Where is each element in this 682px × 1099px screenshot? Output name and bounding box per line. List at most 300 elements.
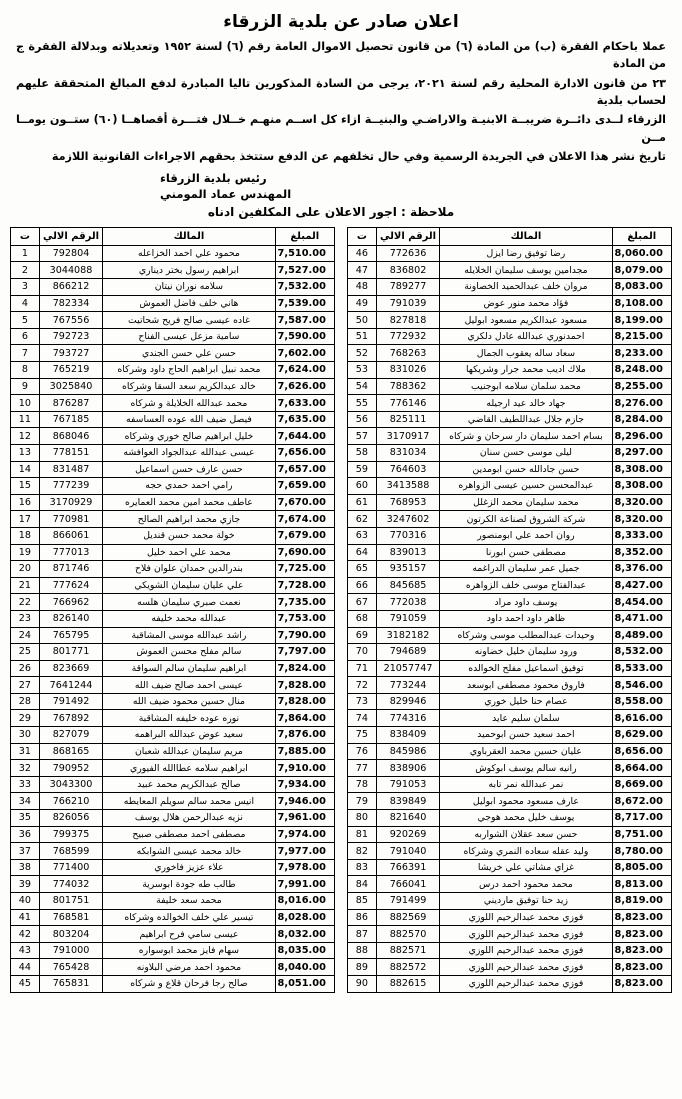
table-row: [348, 378, 672, 395]
owners-table-right: [10, 227, 335, 993]
cell-index: 70: [348, 644, 377, 661]
cell-index: 57: [348, 428, 377, 445]
cell-id: 836802: [376, 262, 440, 279]
cell-index: 23: [11, 610, 40, 627]
cell-index: 32: [11, 760, 40, 777]
cell-id: 778151: [39, 444, 103, 461]
cell-id: 839849: [376, 793, 440, 810]
table-row: [11, 610, 335, 627]
table-row: [348, 710, 672, 727]
cell-owner: نمر عبدالله نمر تابه: [440, 776, 612, 793]
table-row: [348, 345, 672, 362]
cell-index: 29: [11, 710, 40, 727]
cell-id: 920269: [376, 826, 440, 843]
cell-amount: 8,823.00: [612, 942, 671, 959]
table-row: [11, 428, 335, 445]
cell-amount: 8,454.00: [612, 594, 671, 611]
cell-index: 20: [11, 561, 40, 578]
cell-id: 791040: [376, 843, 440, 860]
cell-owner: جازم جلال عبداللطيف القاضي: [440, 411, 612, 428]
cell-index: 30: [11, 727, 40, 744]
cell-index: 64: [348, 544, 377, 561]
cell-id: 7641244: [39, 677, 103, 694]
cell-amount: 7,602.00: [275, 345, 334, 362]
cell-id: 768581: [39, 909, 103, 926]
cell-id: 827818: [376, 312, 440, 329]
cell-id: 767892: [39, 710, 103, 727]
cell-amount: 8,376.00: [612, 561, 671, 578]
cell-owner: احمدنوري عبدالله عادل دلكري: [440, 328, 612, 345]
table-row: [11, 710, 335, 727]
cell-amount: 7,725.00: [275, 561, 334, 578]
cell-owner: يوسف خليل محمد هوجي: [440, 810, 612, 827]
cell-id: 3170917: [376, 428, 440, 445]
table-row: [11, 594, 335, 611]
cell-amount: 8,276.00: [612, 395, 671, 412]
cell-index: 22: [11, 594, 40, 611]
table-row: [348, 594, 672, 611]
table-row: [348, 494, 672, 511]
cell-owner: سلمان سليم عايد: [440, 710, 612, 727]
cell-amount: 8,255.00: [612, 378, 671, 395]
table-row: [11, 826, 335, 843]
cell-index: 60: [348, 478, 377, 495]
cell-id: 767556: [39, 312, 103, 329]
cell-index: 13: [11, 444, 40, 461]
table-row: [348, 511, 672, 528]
cell-amount: 8,751.00: [612, 826, 671, 843]
table-row: [11, 909, 335, 926]
table-row: [11, 362, 335, 379]
cell-amount: 7,978.00: [275, 859, 334, 876]
table-row: [348, 245, 672, 262]
cell-index: 52: [348, 345, 377, 362]
cell-amount: 7,910.00: [275, 760, 334, 777]
cell-id: 766391: [376, 859, 440, 876]
table-row: [348, 793, 672, 810]
cell-owner: خليل ابراهيم صالح خوري وشركاه: [103, 428, 275, 445]
table-row: [348, 478, 672, 495]
cell-index: 6: [11, 328, 40, 345]
cell-index: 82: [348, 843, 377, 860]
cell-amount: 8,717.00: [612, 810, 671, 827]
cell-index: 31: [11, 743, 40, 760]
cell-amount: 7,728.00: [275, 577, 334, 594]
cell-id: 826056: [39, 810, 103, 827]
cell-owner: جميل عمر سليمان الدراغمه: [440, 561, 612, 578]
table-row: [348, 810, 672, 827]
cell-amount: 8,108.00: [612, 295, 671, 312]
cell-index: 37: [11, 843, 40, 860]
table-row: [348, 876, 672, 893]
table-row: [348, 527, 672, 544]
cell-owner: فوزي محمد عبدالرحيم اللوزي: [440, 926, 612, 943]
cell-id: 868165: [39, 743, 103, 760]
cell-amount: 8,035.00: [275, 942, 334, 959]
cell-id: 790952: [39, 760, 103, 777]
cell-owner: مصطفى احمد مصطفى صبيح: [103, 826, 275, 843]
cell-index: 50: [348, 312, 377, 329]
cell-id: 831026: [376, 362, 440, 379]
cell-owner: علي عليان سليمان الشويكي: [103, 577, 275, 594]
cell-amount: 8,248.00: [612, 362, 671, 379]
table-row: [11, 279, 335, 296]
cell-amount: 8,819.00: [612, 893, 671, 910]
cell-amount: 7,679.00: [275, 527, 334, 544]
cell-index: 27: [11, 677, 40, 694]
table-row: [11, 693, 335, 710]
cell-amount: 7,527.00: [275, 262, 334, 279]
cell-index: 69: [348, 627, 377, 644]
cell-id: 793727: [39, 345, 103, 362]
table-row: [11, 743, 335, 760]
cell-owner: ابراهيم سليمان سالم السواقة: [103, 660, 275, 677]
cell-id: 845986: [376, 743, 440, 760]
cell-id: 866212: [39, 279, 103, 296]
cell-index: 16: [11, 494, 40, 511]
table-row: [348, 395, 672, 412]
cell-amount: 8,823.00: [612, 909, 671, 926]
table-row: [348, 776, 672, 793]
cell-owner: مصطفى حسن ابورنا: [440, 544, 612, 561]
cell-amount: 7,590.00: [275, 328, 334, 345]
cell-amount: 7,974.00: [275, 826, 334, 843]
signature-name: المهندس عماد المومني: [160, 187, 292, 202]
table-row: [11, 859, 335, 876]
cell-id: 791492: [39, 693, 103, 710]
table-row: [11, 760, 335, 777]
cell-amount: 8,079.00: [612, 262, 671, 279]
table-row: [348, 577, 672, 594]
cell-owner: عبدالله محمد خليفه: [103, 610, 275, 627]
cell-id: 777239: [39, 478, 103, 495]
cell-index: 87: [348, 926, 377, 943]
cell-index: 67: [348, 594, 377, 611]
cell-owner: نزيه عبدالرحمن هلال يوسف: [103, 810, 275, 827]
cell-index: 40: [11, 893, 40, 910]
cell-id: 801751: [39, 893, 103, 910]
cell-id: 788362: [376, 378, 440, 395]
table-row: [348, 926, 672, 943]
cell-amount: 7,587.00: [275, 312, 334, 329]
announcement-body: [10, 38, 672, 166]
cell-owner: خولة محمد حسن قنديل: [103, 527, 275, 544]
cell-id: 3043300: [39, 776, 103, 793]
cell-owner: ابراهيم رسول بختر ديناري: [103, 262, 275, 279]
cell-owner: محمد نبيل ابراهيم الحاج داود وشركاه: [103, 362, 275, 379]
cell-owner: محمود احمد مرضي البلاونه: [103, 959, 275, 976]
cell-owner: محمد عبدالله الخلايلة و شركاه: [103, 395, 275, 412]
cell-id: 766962: [39, 594, 103, 611]
cell-amount: 8,296.00: [612, 428, 671, 445]
cell-index: 8: [11, 362, 40, 379]
cell-owner: حسن جادالله حسن ابومدين: [440, 461, 612, 478]
cell-id: 777624: [39, 577, 103, 594]
cell-id: 791039: [376, 295, 440, 312]
cell-owner: فوزي محمد عبدالرحيم اللوزي: [440, 959, 612, 976]
cell-index: 10: [11, 395, 40, 412]
cell-id: 773244: [376, 677, 440, 694]
cell-owner: بسام احمد سليمان دار سرحان و شركاه: [440, 428, 612, 445]
cell-owner: عيسى عبدالله عبدالجواد العوافشه: [103, 444, 275, 461]
cell-index: 17: [11, 511, 40, 528]
cell-amount: 8,471.00: [612, 610, 671, 627]
cell-owner: شركة الشروق لصناعة الكرتون: [440, 511, 612, 528]
cell-amount: 8,215.00: [612, 328, 671, 345]
cell-amount: 8,780.00: [612, 843, 671, 860]
table-row: [11, 627, 335, 644]
cell-owner: عيسى احمد صالح ضيف الله: [103, 677, 275, 694]
cell-amount: 8,320.00: [612, 511, 671, 528]
cell-index: 28: [11, 693, 40, 710]
announcement-note: ملاحظة : اجور الاعلان على المكلفين ادناه: [207, 204, 455, 219]
cell-owner: زيد حنا توفيق مارديني: [440, 893, 612, 910]
cell-index: 2: [11, 262, 40, 279]
cell-id: 771400: [39, 859, 103, 876]
cell-id: 767185: [39, 411, 103, 428]
column-header-index: ت: [348, 227, 377, 245]
cell-index: 43: [11, 942, 40, 959]
cell-id: 770981: [39, 511, 103, 528]
cell-amount: 7,991.00: [275, 876, 334, 893]
table-row: [348, 295, 672, 312]
cell-owner: ملاك اديب محمد جرار وشريكها: [440, 362, 612, 379]
cell-id: 782334: [39, 295, 103, 312]
cell-amount: 7,670.00: [275, 494, 334, 511]
cell-amount: 8,813.00: [612, 876, 671, 893]
cell-owner: يوسف داود مراد: [440, 594, 612, 611]
cell-owner: خالد محمد عيسى الشوابكه: [103, 843, 275, 860]
cell-index: 7: [11, 345, 40, 362]
cell-id: 770316: [376, 527, 440, 544]
cell-amount: 7,934.00: [275, 776, 334, 793]
cell-id: 871746: [39, 561, 103, 578]
table-row: [11, 544, 335, 561]
cell-id: 765831: [39, 975, 103, 992]
owners-tables: [10, 227, 672, 993]
cell-index: 1: [11, 245, 40, 262]
cell-id: 882571: [376, 942, 440, 959]
cell-id: 831487: [39, 461, 103, 478]
table-row: [348, 893, 672, 910]
cell-owner: محمد سليمان محمد الزغلل: [440, 494, 612, 511]
cell-owner: منال حسين محمود ضيف الله: [103, 693, 275, 710]
cell-index: 71: [348, 660, 377, 677]
cell-owner: سعاد ساله يعقوب الجمال: [440, 345, 612, 362]
table-row: [348, 262, 672, 279]
table-row: [11, 478, 335, 495]
table-row: [11, 776, 335, 793]
cell-amount: 8,823.00: [612, 926, 671, 943]
cell-id: 803204: [39, 926, 103, 943]
cell-id: 791059: [376, 610, 440, 627]
cell-id: 768599: [39, 843, 103, 860]
cell-id: 765428: [39, 959, 103, 976]
table-row: [11, 345, 335, 362]
cell-id: 764603: [376, 461, 440, 478]
cell-owner: محمد سعد خليفة: [103, 893, 275, 910]
cell-amount: 7,961.00: [275, 810, 334, 827]
column-header-amount: المبلغ: [612, 227, 671, 245]
cell-owner: تيسير علي خلف الخوالده وشركاه: [103, 909, 275, 926]
table-row: [11, 677, 335, 694]
cell-owner: حسن سعد عقلان الشواربه: [440, 826, 612, 843]
cell-owner: عليان حسين محمد العقرباوي: [440, 743, 612, 760]
table-row: [348, 677, 672, 694]
cell-index: 24: [11, 627, 40, 644]
table-row: [348, 660, 672, 677]
cell-index: 58: [348, 444, 377, 461]
cell-index: 25: [11, 644, 40, 661]
cell-amount: 7,633.00: [275, 395, 334, 412]
cell-amount: 8,546.00: [612, 677, 671, 694]
cell-index: 68: [348, 610, 377, 627]
cell-index: 41: [11, 909, 40, 926]
cell-amount: 8,616.00: [612, 710, 671, 727]
table-row: [348, 279, 672, 296]
cell-id: 789277: [376, 279, 440, 296]
cell-owner: عاطف محمد امين محمد العمايره: [103, 494, 275, 511]
table-row: [11, 312, 335, 329]
cell-amount: 7,532.00: [275, 279, 334, 296]
cell-amount: 8,629.00: [612, 727, 671, 744]
cell-owner: توفيق اسماعيل مفلح الخوالده: [440, 660, 612, 677]
table-row: [11, 644, 335, 661]
announcement-paragraph-2: ٢٣ من قانون الادارة المحلية رقم لسنة ٢٠٢١، يرجى من السادة المذكورين تاليا المبادرة لدفع المبالغ المتحققة عليهم لحساب بلدية: [16, 76, 666, 108]
table-row: [11, 295, 335, 312]
cell-owner: علاء عزيز فاخوري: [103, 859, 275, 876]
cell-owner: بندرالدين حمدان علوان فلاح: [103, 561, 275, 578]
cell-index: 26: [11, 660, 40, 677]
cell-amount: 8,533.00: [612, 660, 671, 677]
owners-table-left-body: [348, 245, 672, 992]
cell-id: 799375: [39, 826, 103, 843]
cell-index: 80: [348, 810, 377, 827]
cell-index: 88: [348, 942, 377, 959]
cell-id: 768263: [376, 345, 440, 362]
cell-id: 882569: [376, 909, 440, 926]
cell-id: 838409: [376, 727, 440, 744]
cell-amount: 8,016.00: [275, 893, 334, 910]
table-row: [11, 893, 335, 910]
table-header-row: [11, 227, 335, 245]
table-row: [348, 942, 672, 959]
table-row: [11, 727, 335, 744]
table-row: [348, 693, 672, 710]
cell-amount: 8,558.00: [612, 693, 671, 710]
cell-index: 15: [11, 478, 40, 495]
cell-id: 845685: [376, 577, 440, 594]
column-header-index: ت: [11, 227, 40, 245]
cell-id: 774032: [39, 876, 103, 893]
table-row: [348, 610, 672, 627]
signature-role: رئيس بلدية الزرقاء: [160, 170, 267, 185]
cell-index: 44: [11, 959, 40, 976]
cell-index: 81: [348, 826, 377, 843]
cell-index: 54: [348, 378, 377, 395]
cell-id: 826140: [39, 610, 103, 627]
cell-id: 772932: [376, 328, 440, 345]
cell-amount: 7,876.00: [275, 727, 334, 744]
table-row: [11, 810, 335, 827]
cell-index: 33: [11, 776, 40, 793]
cell-index: 42: [11, 926, 40, 943]
cell-id: 868046: [39, 428, 103, 445]
table-row: [11, 395, 335, 412]
table-row: [11, 975, 335, 992]
cell-id: 831034: [376, 444, 440, 461]
cell-index: 9: [11, 378, 40, 395]
cell-owner: جهاد خالد عيد ارجيله: [440, 395, 612, 412]
cell-amount: 8,823.00: [612, 975, 671, 992]
cell-owner: نعمت صبري سليمان هلسه: [103, 594, 275, 611]
cell-id: 882570: [376, 926, 440, 943]
table-row: [348, 909, 672, 926]
cell-owner: عبدالفتاح موسى خلف الزواهره: [440, 577, 612, 594]
table-row: [11, 793, 335, 810]
cell-index: 73: [348, 693, 377, 710]
cell-index: 53: [348, 362, 377, 379]
cell-id: 935157: [376, 561, 440, 578]
cell-owner: سلامه نوران نيتان: [103, 279, 275, 296]
table-row: [11, 444, 335, 461]
cell-index: 56: [348, 411, 377, 428]
cell-amount: 7,624.00: [275, 362, 334, 379]
cell-owner: صالح رجا فرحان قلاع و شركاه: [103, 975, 275, 992]
cell-index: 79: [348, 793, 377, 810]
cell-id: 3044088: [39, 262, 103, 279]
cell-amount: 8,669.00: [612, 776, 671, 793]
cell-amount: 7,656.00: [275, 444, 334, 461]
cell-index: 63: [348, 527, 377, 544]
cell-index: 65: [348, 561, 377, 578]
cell-index: 45: [11, 975, 40, 992]
cell-owner: فوزي محمد عبدالرحيم اللوزي: [440, 975, 612, 992]
cell-amount: 8,656.00: [612, 743, 671, 760]
cell-id: 792723: [39, 328, 103, 345]
cell-id: 882572: [376, 959, 440, 976]
cell-amount: 7,626.00: [275, 378, 334, 395]
table-row: [348, 760, 672, 777]
table-row: [348, 644, 672, 661]
cell-id: 838906: [376, 760, 440, 777]
cell-owner: عيسى سامي فرح ابراهيم: [103, 926, 275, 943]
table-row: [11, 942, 335, 959]
cell-amount: 8,489.00: [612, 627, 671, 644]
table-row: [11, 511, 335, 528]
cell-id: 21057747: [376, 660, 440, 677]
column-header-id: الرقم الالي: [376, 227, 440, 245]
cell-id: 776146: [376, 395, 440, 412]
cell-id: 791053: [376, 776, 440, 793]
cell-index: 47: [348, 262, 377, 279]
table-row: [348, 561, 672, 578]
cell-owner: محمود علي احمد الخزاعله: [103, 245, 275, 262]
cell-id: 821640: [376, 810, 440, 827]
table-row: [348, 312, 672, 329]
cell-owner: عبدالمحسن حسين عيسى الزواهره: [440, 478, 612, 495]
table-row: [11, 926, 335, 943]
table-row: [348, 975, 672, 992]
cell-index: 55: [348, 395, 377, 412]
cell-id: 3247602: [376, 511, 440, 528]
cell-amount: 8,040.00: [275, 959, 334, 976]
cell-id: 3182182: [376, 627, 440, 644]
cell-amount: 8,284.00: [612, 411, 671, 428]
cell-owner: راشد عبدالله موسى المشاقبة: [103, 627, 275, 644]
cell-amount: 7,977.00: [275, 843, 334, 860]
cell-amount: 8,083.00: [612, 279, 671, 296]
